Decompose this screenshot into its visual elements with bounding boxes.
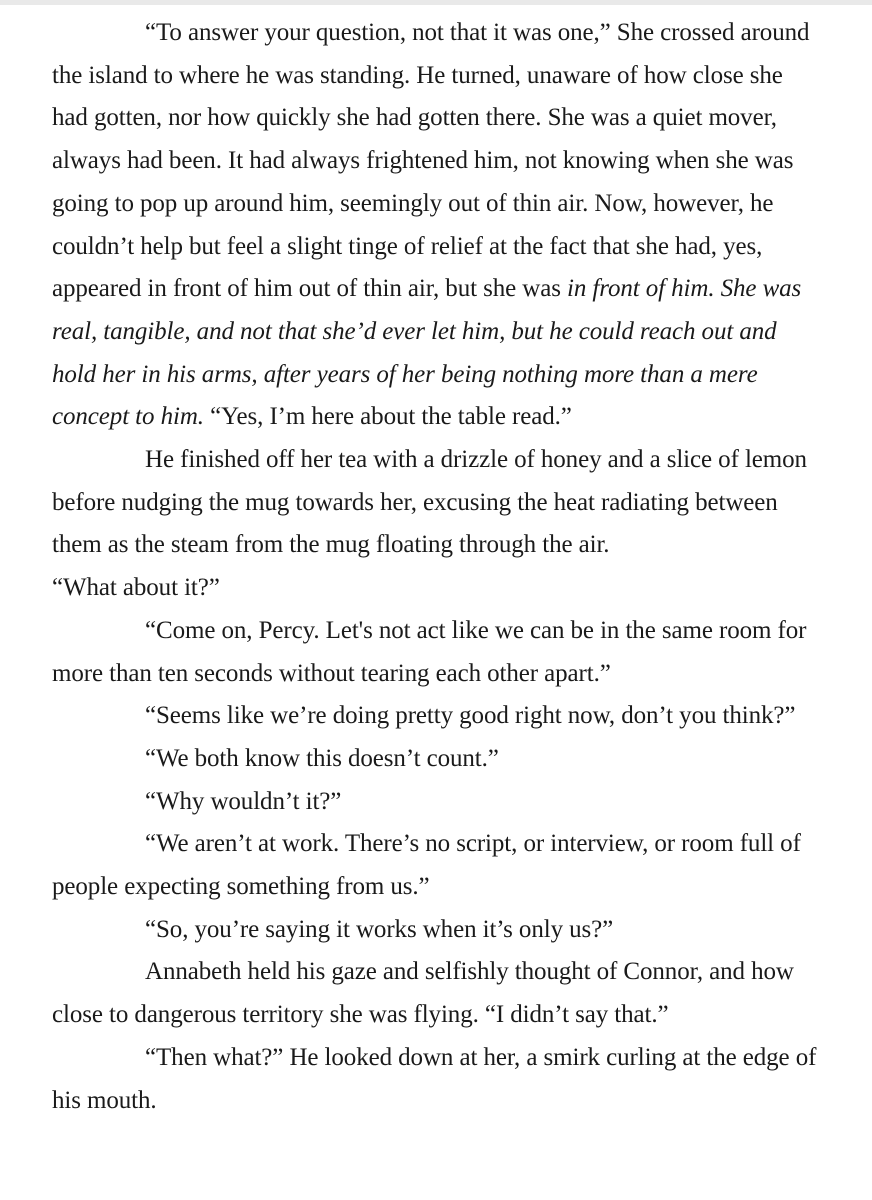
paragraph-2: He finished off her tea with a drizzle of honey and a slice of lemon before nudging the mug towards her, excusing the heat radiating between them as the steam from the mug floating through the air. bbox=[52, 446, 807, 559]
paragraph-5: “Seems like we’re doing pretty good right now, don’t you think?” bbox=[145, 702, 796, 730]
paragraph-8: “We aren’t at work. There’s no script, or interview, or room full of people expecting something from us.” bbox=[52, 830, 801, 901]
paragraph-11: “Then what?” He looked down at her, a smirk curling at the edge of his mouth. bbox=[52, 1043, 817, 1114]
paragraph-9: “So, you’re saying it works when it’s only us?” bbox=[145, 915, 614, 943]
paragraph-1 bbox=[52, 12, 822, 439]
paragraph-4: “Come on, Percy. Let's not act like we can be in the same room for more than ten seconds without tearing each other apart.” bbox=[52, 616, 807, 687]
paragraph-3: “What about it?” bbox=[52, 574, 220, 602]
paragraph-10: Annabeth held his gaze and selfishly thought of Connor, and how close to dangerous territory she was flying. “I didn’t say that.” bbox=[52, 958, 794, 1029]
document-page bbox=[52, 12, 822, 1122]
paragraph-1-italic: in front of him. She was real, tangible, and not that she’d ever let him, but he could reach out and hold her in his arms, after years of her being nothing more than a mere concept to him. bbox=[52, 275, 802, 431]
top-divider bbox=[0, 0, 872, 5]
paragraph-7: “Why wouldn’t it?” bbox=[145, 787, 342, 815]
paragraph-6: “We both know this doesn’t count.” bbox=[145, 744, 499, 772]
paragraph-1-text: “To answer your question, not that it was one,” She crossed around the island to where he was standing. He turned, unaware of how close she had gotten, nor how quickly she had gotten there. She was a quiet mover, always had been. It had always frightened him, not knowing when she was going to pop up around him, seemingly out of thin air. Now, however, he couldn’t help but feel a slight tinge of relief at the fact that she had, yes, appeared in front of him out of thin air, but she was bbox=[52, 19, 810, 303]
paragraph-1-after: “Yes, I’m here about the table read.” bbox=[203, 403, 572, 431]
